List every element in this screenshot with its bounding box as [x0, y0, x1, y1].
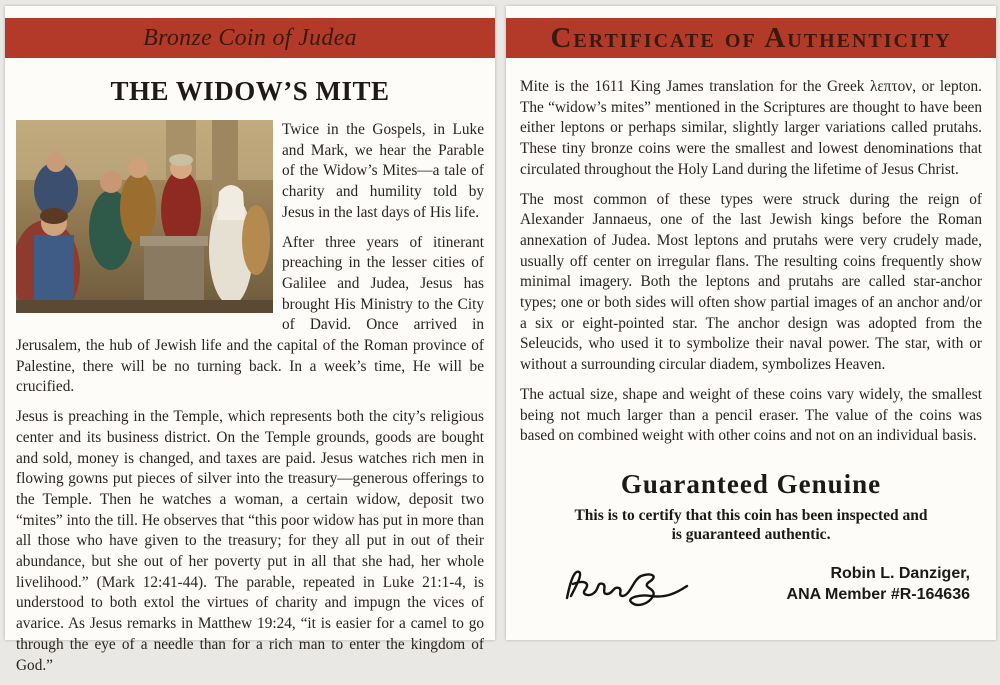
signer-member: ANA Member #R-164636: [786, 586, 970, 603]
paragraph-1: Twice in the Gospels, in Luke and Mark, we hear the Parable of the Widow’s Mites—a tale of charity and humility told by Jesus in the last days of His life.: [282, 121, 484, 221]
story-text: [16, 120, 484, 685]
cert-paragraph-2: The most common of these types were struck during the reign of Alexander Jannaeus, one of the last Jewish kings before the Roman annexation of Judea. Most leptons and prutahs were very crudely made, usually off center on irregular flans. The resulting coins frequently show minimal imagery. Both the leptons and prutahs are called star-anchor types; one or both sides will often show partial images of an anchor and/or a six or eight-pointed star. The anchor design was adopted from the Seleucids, who used it to symbolize their naval power. The star, with or without a surrounding circular diadem, symbolizes Heaven.: [520, 190, 982, 374]
guarantee-statement: [506, 506, 996, 544]
signature-icon: [561, 558, 691, 613]
signer-block: [787, 563, 970, 605]
cert-paragraph-3: The actual size, shape and weight of these coins vary widely, the smallest being not much larger than a pencil eraser. The value of the coins was based on combined weight with other coins and not on an individual basis.: [520, 385, 982, 445]
widows-mite-painting: [16, 120, 273, 313]
banner-title: Bronze Coin of Judea: [143, 24, 357, 51]
cert-paragraph-1: Mite is the 1611 King James translation for the Greek λεπτον, or lepton. The “widow’s mites” mentioned in the Scriptures are thought to have been either leptons or perhaps similar, slightly larger variations called prutahs. These tiny bronze coins were the smallest and lowest denominations that circulated throughout the Holy Land during the lifetime of Jesus Christ.: [520, 78, 982, 178]
description-card: [5, 6, 495, 674]
certificate-card: [506, 6, 996, 640]
paragraph-3: Jesus is preaching in the Temple, which represents both the city’s religious center and its business district. On the Temple grounds, goods are bought and sold, money is changed, and taxes are paid. Jesus watches rich men in flowing gowns put pieces of silver into the treasury—generous offerings to the Temple. Then he watches a woman, a certain widow, deposit two “mites” into the till. He observes that “this poor widow has put in more than all those who have given to the treasury; for they all put in out of their abundance, but she out of her poverty put in all that she had, her whole livelihood.” (Mark 12:41-44). The parable, repeated in Luke 21:1-4, is understood to both extol the virtues of charity and impugn the vices of avarice. As Jesus remarks in Matthew 19:24, “it is easier for a camel to go through the eye of a needle than for a rich man to enter the kingdom of God.”: [16, 408, 484, 674]
certificate-title: Certificate of Authenticity: [550, 21, 952, 54]
guarantee-line-2: is guaranteed authentic.: [671, 526, 831, 543]
page-title: THE WIDOW’S MITE: [110, 76, 390, 106]
left-banner: [5, 18, 495, 58]
guarantee-title: Guaranteed Genuine: [620, 469, 882, 499]
certificate-text: [520, 77, 982, 456]
paragraph-2: After three years of itinerant preaching in the lesser cities of Galilee and Judea, Jesus has brought His Ministry to the City of David. Once arrived in Jerusalem, the hub of Jewish life and the capital of the Roman province of Palestine, there will be no turning back. In a week’s time, He will be crucified.: [16, 233, 484, 396]
guarantee-line-1: This is to certify that this coin has been inspected and: [574, 507, 928, 524]
signer-name: Robin L. Danziger,: [830, 565, 970, 582]
right-banner: [506, 18, 996, 58]
